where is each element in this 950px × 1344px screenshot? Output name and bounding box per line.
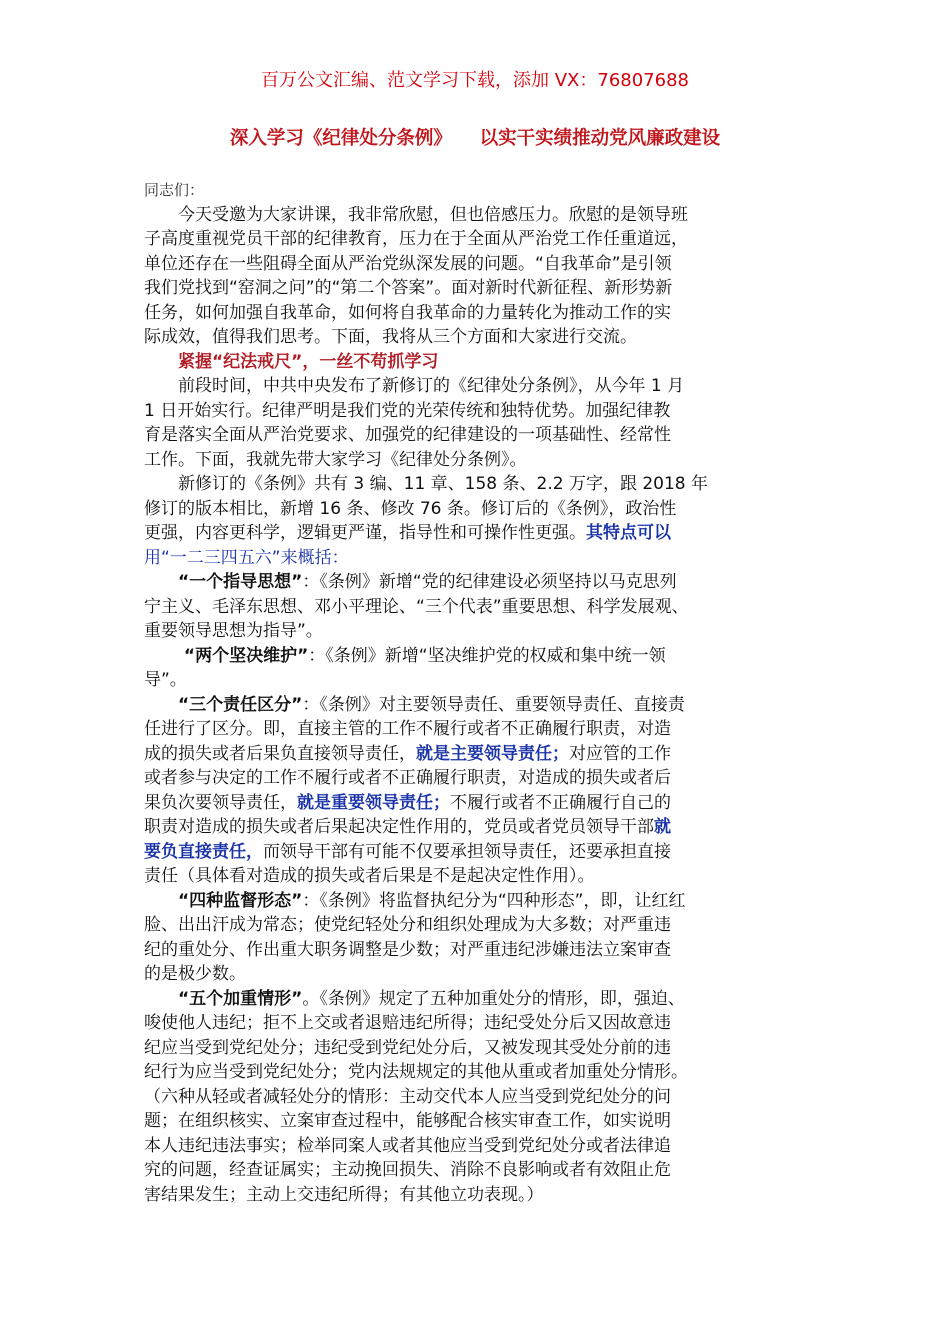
text-segment: ：《条例》新增“党的纪律建设必须坚持以马克思列 (302, 572, 677, 592)
text-segment: 宁主义、毛泽东思想、邓小平理论、“三个代表”重要思想、科学发展观、 (144, 596, 689, 617)
text-segment: 际成效，值得我们思考。下面，我将从三个方面和大家进行交流。 (144, 327, 637, 347)
text-segment: 而领导干部有可能不仅要承担领导责任，还要承担直接 (263, 841, 671, 862)
text-line (144, 1011, 812, 1036)
text-line (144, 913, 812, 938)
text-line (144, 668, 812, 693)
text-line (144, 644, 812, 669)
text-line (144, 815, 812, 840)
text-line (144, 595, 812, 620)
text-line (144, 987, 812, 1012)
text-segment: 的是极少数。 (144, 964, 246, 984)
text-segment: 今天受邀为大家讲课，我非常欣慰，但也倍感压力。欣慰的是领导班 (144, 204, 688, 225)
text-segment: 导”。 (144, 670, 187, 690)
text-segment: ：《条例》新增“坚决维护党的权威和集中统一领 (308, 645, 666, 666)
text-segment: 究的问题，经查证属实；主动挽回损失、消除不良影响或者有效阻止危 (144, 1160, 671, 1180)
text-segment: ：《条例》将监督执纪分为“四种形态”，即，让红红 (302, 890, 686, 911)
text-segment: 其特点可以 (586, 523, 671, 543)
text-line (144, 962, 812, 987)
text-segment: “五个加重情形” (144, 988, 303, 1009)
text-line (144, 570, 812, 595)
text-line (144, 227, 812, 252)
text-segment: 同志们： (144, 181, 205, 199)
text-segment: 对应管的工作 (569, 743, 671, 764)
text-line (144, 350, 812, 375)
text-segment: 修订的版本相比，新增 16 条、修改 76 条。修订后的《条例》，政治性 (144, 498, 677, 519)
text-segment: 就是重要领导责任； (297, 792, 450, 813)
header-banner: 百万公文汇编、范文学习下载，添加 VX：76807688 (261, 70, 689, 91)
text-line (144, 497, 812, 522)
text-segment: 子高度重视党员干部的纪律教育，压力在于全面从严治党工作任重道远， (144, 229, 688, 249)
text-line (144, 889, 812, 914)
text-segment: 紧握“纪法戒尺”，一丝不苟抓学习 (144, 351, 439, 372)
text-line (144, 742, 812, 767)
text-segment: 任进行了区分。即，直接主管的工作不履行或者不正确履行职责，对造 (144, 719, 671, 739)
text-segment: 责任（具体看对造成的损失或者后果是不是起决定性作用）。 (144, 866, 595, 886)
text-segment: 或者参与决定的工作不履行或者不正确履行职责，对造成的损失或者后 (144, 768, 671, 788)
text-segment: 果负次要领导责任， (144, 792, 297, 813)
text-segment: “四种监督形态” (144, 890, 303, 911)
text-segment: 纪行为应当受到党纪处分；党内法规规定的其他从重或者加重处分情形。 (144, 1062, 688, 1082)
text-line (144, 252, 812, 277)
text-segment: 育是落实全面从严治党要求、加强党的纪律建设的一项基础性、经常性 (144, 425, 671, 445)
text-segment: 更强，内容更科学，逻辑更严谨，指导性和可操作性更强。 (144, 523, 586, 543)
text-line (144, 840, 812, 865)
text-segment: 题；在组织核实、立案审查过程中，能够配合核实审查工作，如实说明 (144, 1111, 671, 1131)
text-segment: 工作。下面，我就先带大家学习《纪律处分条例》。 (144, 449, 527, 470)
text-segment: 职责对造成的损失或者后果起决定性作用的，党员或者党员领导干部 (144, 817, 654, 837)
text-segment: 害结果发生；主动上交违纪所得；有其他立功表现。） (144, 1184, 544, 1205)
text-line (144, 325, 812, 350)
text-segment: 就 (654, 817, 671, 837)
text-line (144, 423, 812, 448)
text-line (144, 1158, 812, 1183)
text-line (144, 203, 812, 228)
text-segment: 我们党找到“窑洞之问”的“第二个答案”。面对新时代新征程、新形势新 (144, 278, 673, 298)
text-segment: （六种从轻或者减轻处分的情形：主动交代本人应当受到党纪处分的问 (144, 1086, 671, 1107)
text-segment: 任务，如何加强自我革命，如何将自我革命的力量转化为推动工作的实 (144, 302, 671, 323)
text-line (144, 717, 812, 742)
text-segment: “一个指导思想” (144, 572, 303, 592)
document-body (144, 178, 812, 1207)
text-segment: 不履行或者不正确履行自己的 (450, 792, 671, 813)
text-line (144, 1036, 812, 1061)
text-line (144, 546, 812, 571)
text-segment: 成的损失或者后果负直接领导责任， (144, 743, 416, 764)
text-line (144, 472, 812, 497)
text-line (144, 301, 812, 326)
text-line (144, 448, 812, 473)
text-line (144, 276, 812, 301)
text-segment: 纪的重处分、作出重大职务调整是少数；对严重违纪涉嫌违法立案审查 (144, 939, 671, 960)
text-line (144, 399, 812, 424)
text-line (144, 1109, 812, 1134)
text-segment: ：《条例》对主要领导责任、重要领导责任、直接责 (302, 694, 685, 715)
text-line (144, 1060, 812, 1085)
text-line (144, 864, 812, 889)
text-segment: 用“一二三四五六”来概括： (144, 547, 349, 568)
text-segment: 前段时间，中共中央发布了新修订的《纪律处分条例》，从今年 1 月 (144, 376, 685, 396)
text-line (144, 374, 812, 399)
text-segment: “三个责任区分” (144, 694, 303, 715)
document-title: 深入学习《纪律处分条例》 以实干实绩推动党风廉政建设 (229, 128, 721, 149)
text-segment: 单位还存在一些阻碍全面从严治党纵深发展的问题。“自我革命”是引领 (144, 253, 672, 274)
text-segment: 就是主要领导责任； (416, 743, 569, 764)
text-segment: 唆使他人违纪；拒不上交或者退赔违纪所得；违纪受处分后又因故意违 (144, 1013, 671, 1033)
text-segment: “两个坚决维护” (144, 645, 309, 666)
text-segment: 本人违纪违法事实；检举同案人或者其他应当受到党纪处分或者法律追 (144, 1135, 671, 1156)
text-segment: 新修订的《条例》共有 3 编、11 章、158 条、2.2 万字，跟 2018 年 (144, 474, 709, 494)
text-segment: 要负直接责任， (144, 841, 263, 862)
text-segment: 重要领导思想为指导”。 (144, 621, 323, 641)
text-line (144, 938, 812, 963)
text-segment: 纪应当受到党纪处分；违纪受到党纪处分后，又被发现其受处分前的违 (144, 1037, 671, 1058)
text-line (144, 1134, 812, 1159)
text-line (144, 619, 812, 644)
text-line (144, 1085, 812, 1110)
text-line (144, 766, 812, 791)
text-segment: 。《条例》规定了五种加重处分的情形，即，强迫、 (302, 988, 685, 1009)
text-segment: 1 日开始实行。纪律严明是我们党的光荣传统和独特优势。加强纪律教 (144, 400, 671, 421)
text-line (144, 693, 812, 718)
text-line (144, 1183, 812, 1208)
text-line (144, 178, 812, 203)
text-line (144, 521, 812, 546)
text-line (144, 791, 812, 816)
text-segment: 脸、出出汗成为常态；使党纪轻处分和组织处理成为大多数；对严重违 (144, 915, 671, 935)
